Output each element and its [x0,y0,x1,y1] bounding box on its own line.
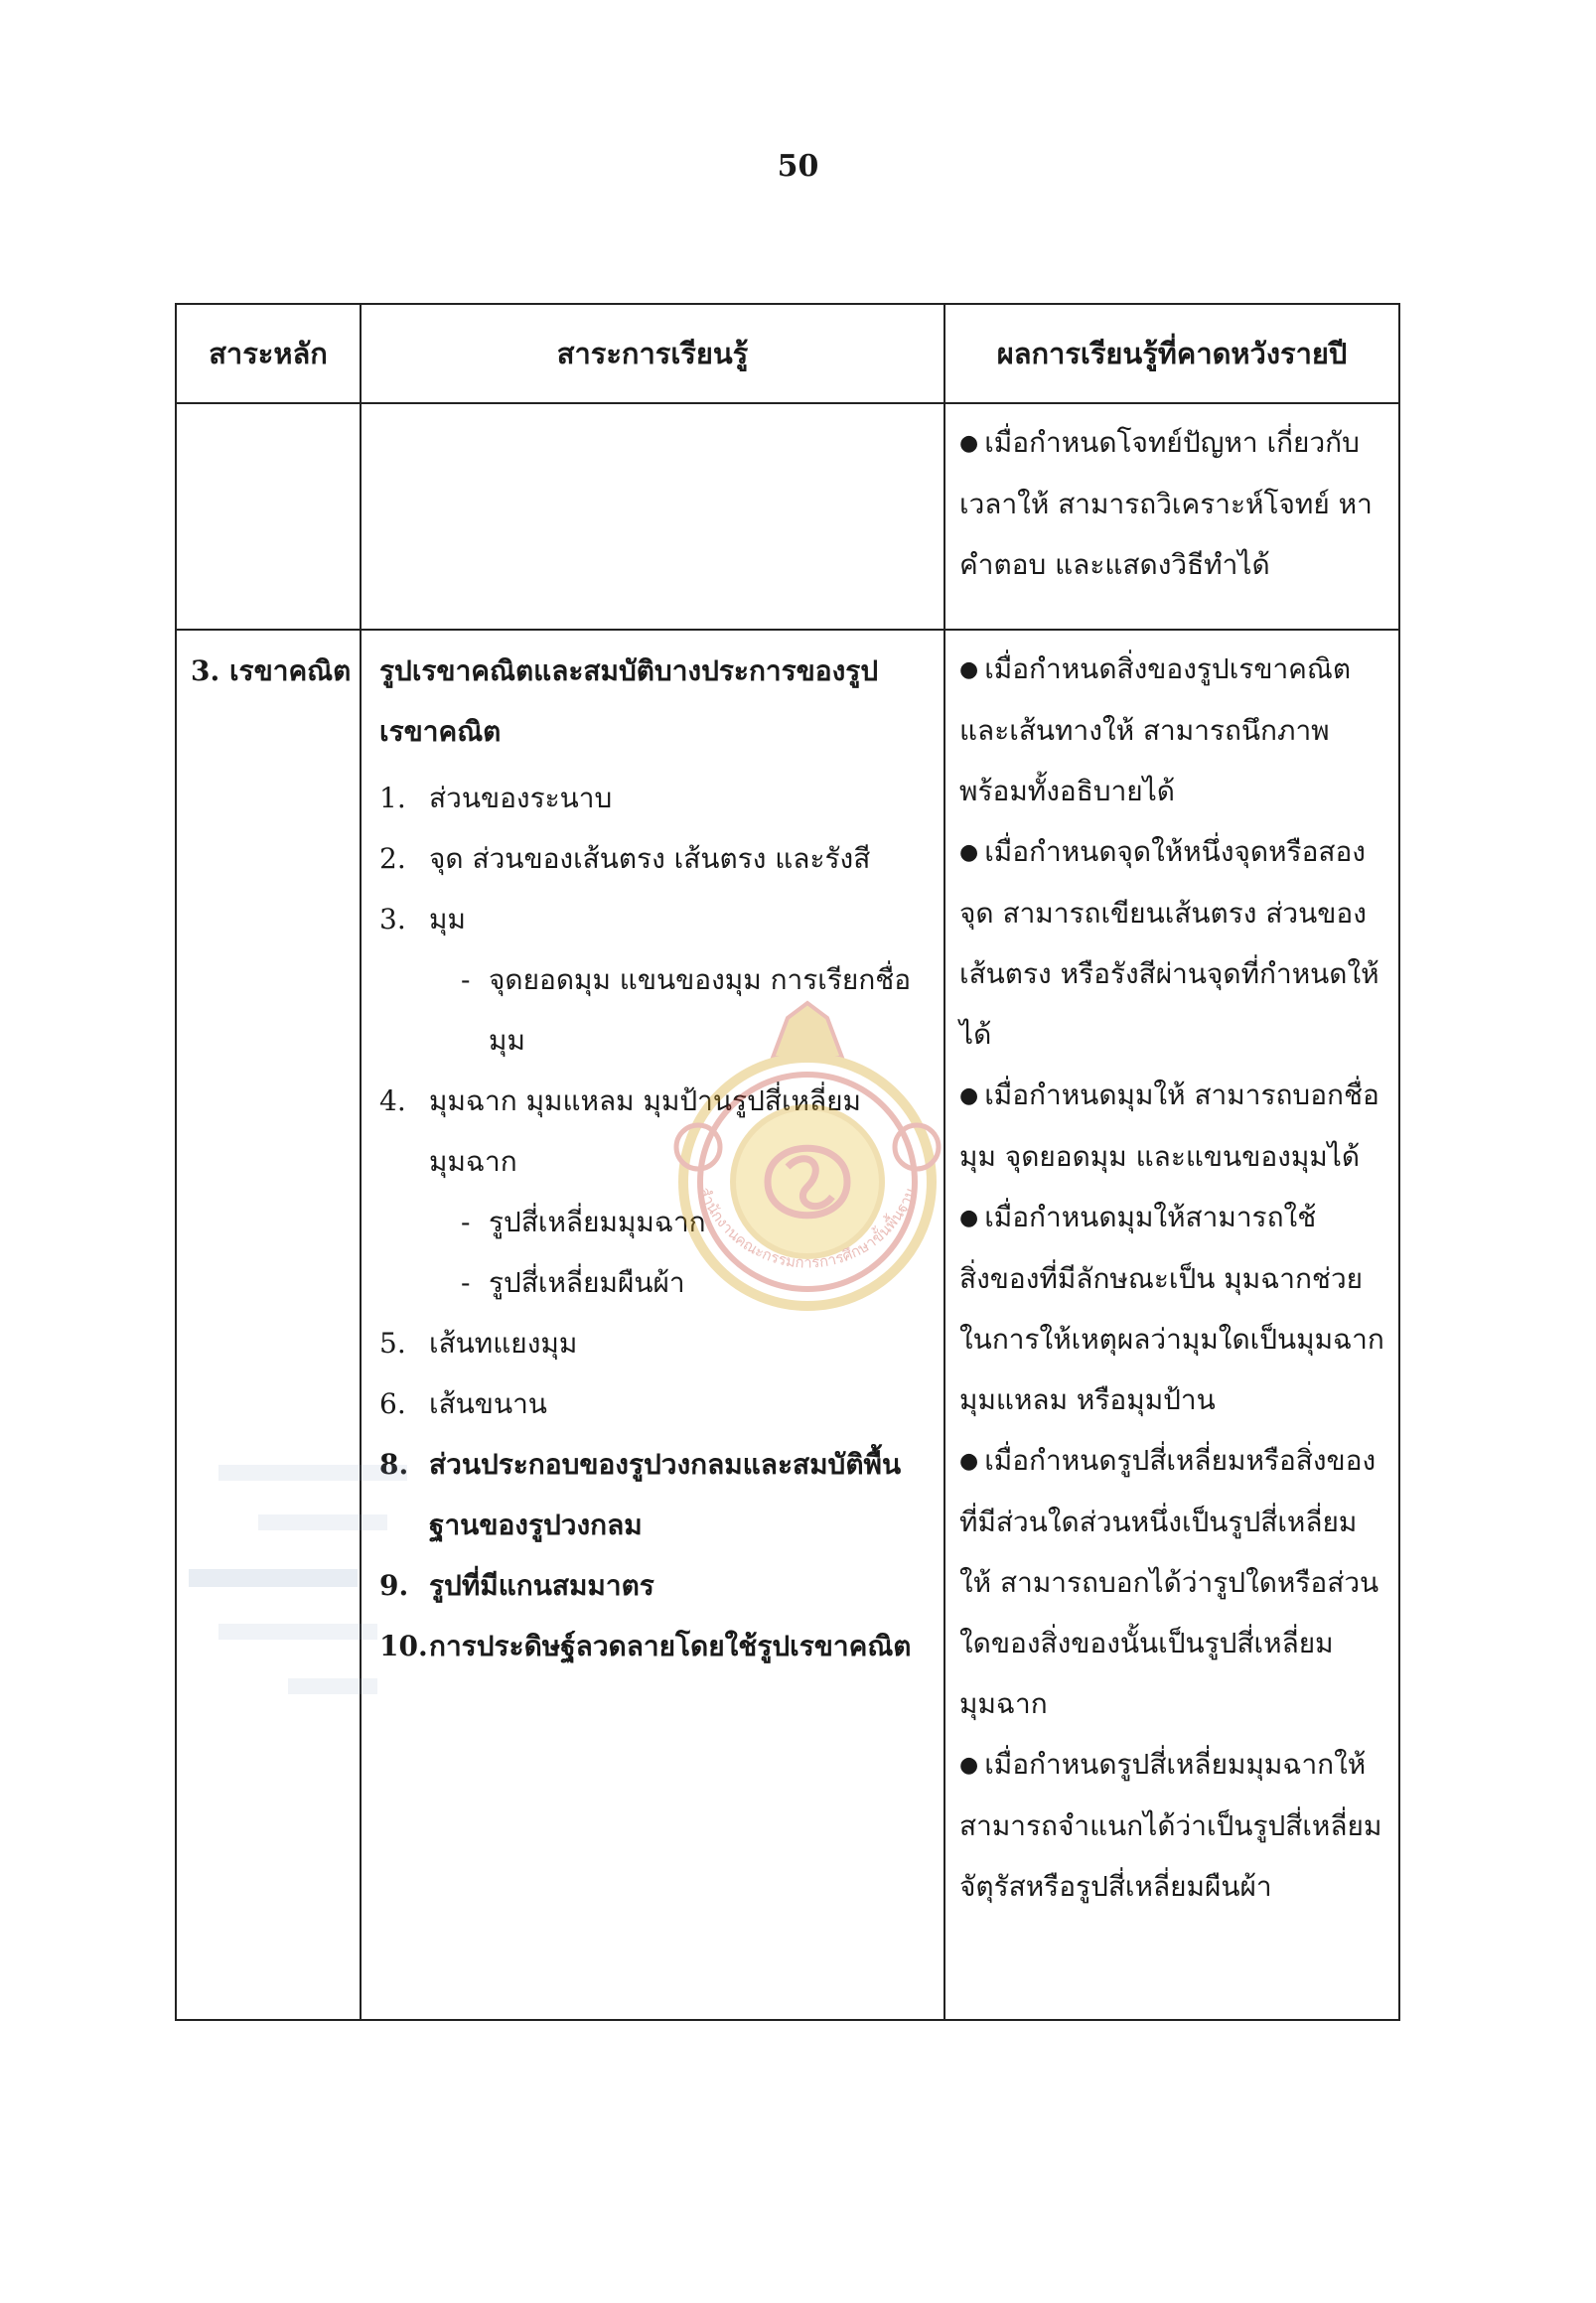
topic-list [379,768,934,949]
topic-item: 10. การประดิษฐ์ลวดลายโดยใช้รูปเรขาคณิต [379,1630,912,1662]
topic-item: 5. เส้นทแยงมุม [379,1327,578,1360]
topic-item: 4. มุมฉาก มุมแหลม มุมป้านรูปสี่เหลี่ยมมุมฉาก [379,1084,861,1178]
topic-item: 6. เส้นขนาน [379,1387,547,1420]
bullet-icon: ● [959,1753,979,1778]
outcome-item: ● เมื่อกำหนดรูปสี่เหลี่ยมหรือสิ่งของที่มีส่วนใดส่วนหนึ่งเป็นรูปสี่เหลี่ยมให้ สามารถบอกได้ว่ารูปใดหรือส่วนใดของสิ่งของนั้นเป็นรูปสี่เหลี่ยมมุมฉาก [959,1444,1379,1720]
outcome-cell [944,630,1399,2020]
outcome-item: ● เมื่อกำหนดมุมให้สามารถใช้สิ่งของที่มีลักษณะเป็น มุมฉากช่วยในการให้เหตุผลว่ามุมใดเป็นมุมฉาก มุมแหลม หรือมุมป้าน [959,1201,1384,1416]
subtopic-list [379,949,934,1071]
topic-list [379,1071,934,1192]
outcome-item: ● เมื่อกำหนดรูปสี่เหลี่ยมมุมฉากให้ สามารถจำแนกได้ว่าเป็นรูปสี่เหลี่ยมจัตุรัสหรือรูปสี่เหลี่ยมผืนผ้า [959,1748,1382,1903]
strand-cell: 3. เรขาคณิต [176,630,361,2020]
content-cell [361,403,944,630]
subtopic-item: - รูปสี่เหลี่ยมผืนผ้า [379,1252,934,1313]
table-row [176,403,1399,630]
bullet-icon: ● [959,431,979,456]
subtopic-item: - รูปสี่เหลี่ยมมุมฉาก [379,1192,934,1252]
bullet-icon: ● [959,1083,979,1108]
bullet-icon: ● [959,1206,979,1230]
topic-item: 3. มุม [379,903,466,936]
curriculum-table [175,303,1400,2021]
bullet-icon: ● [959,1449,979,1474]
table-row [176,630,1399,2020]
content-cell [361,630,944,2020]
table-header-row [176,304,1399,403]
topic-title: รูปเรขาคณิตและสมบัติบางประการของรูปเรขาคณิต [379,654,879,748]
outcome-item: ● เมื่อกำหนดจุดให้หนึ่งจุดหรือสองจุด สามารถเขียนเส้นตรง ส่วนของเส้นตรง หรือรังสีผ่านจุดที่กำหนดให้ได้ [959,835,1379,1051]
svg-text:สำนักงานคณะกรรมการการศึกษาขั้น: สำนักงานคณะกรรมการการศึกษาขั้นพื้นฐาน [695,1184,920,1272]
topic-list [379,1313,934,1676]
header-strand: สาระหลัก [176,304,361,403]
topic-item: 1. ส่วนของระนาบ [379,782,613,814]
topic-item: 9. รูปที่มีแกนสมมาตร [379,1569,654,1602]
header-outcome: ผลการเรียนรู้ที่คาดหวังรายปี [944,304,1399,403]
bullet-icon: ● [959,657,979,682]
bullet-icon: ● [959,840,979,865]
outcome-item: ● เมื่อกำหนดสิ่งของรูปเรขาคณิตและเส้นทางให้ สามารถนึกภาพพร้อมทั้งอธิบายได้ [959,652,1352,807]
outcome-item: ● เมื่อกำหนดโจทย์ปัญหา เกี่ยวกับเวลาให้ สามารถวิเคราะห์โจทย์ หาคำตอบ และแสดงวิธีทำได้ [959,426,1373,581]
outcome-item: ● เมื่อกำหนดมุมให้ สามารถบอกชื่อมุม จุดยอดมุม และแขนของมุมได้ [959,1079,1379,1173]
outcome-cell [944,403,1399,630]
page-number: 50 [777,149,819,184]
topic-item: 8. ส่วนประกอบของรูปวงกลมและสมบัติพื้นฐานของรูปวงกลม [379,1448,902,1541]
header-content: สาระการเรียนรู้ [361,304,944,403]
strand-cell [176,403,361,630]
topic-item: 2. จุด ส่วนของเส้นตรง เส้นตรง และรังสี [379,842,871,875]
subtopic-item: - จุดยอดมุม แขนของมุม การเรียกชื่อมุม [379,949,934,1071]
subtopic-list [379,1192,934,1313]
